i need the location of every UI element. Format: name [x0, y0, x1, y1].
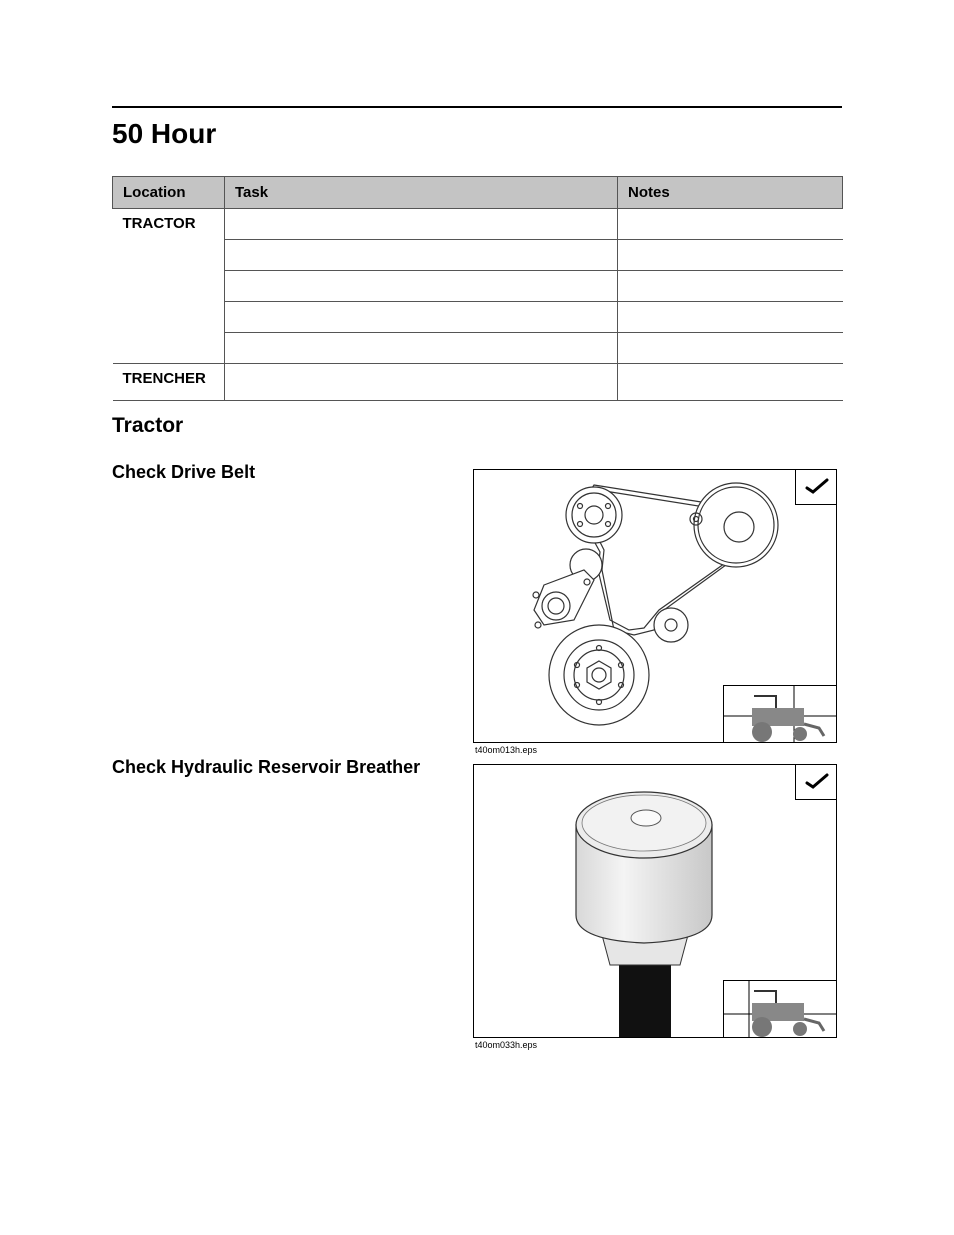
- task-cell: [225, 364, 618, 401]
- header-task: Task: [225, 177, 618, 209]
- table-header-row: [113, 177, 843, 209]
- section-title: Tractor: [112, 414, 184, 437]
- hydraulic-breather-figure: [473, 764, 837, 1038]
- task-cell: [225, 271, 618, 302]
- table-row: [113, 209, 843, 240]
- location-cell-trencher: TRENCHER: [113, 364, 225, 401]
- notes-cell: [618, 333, 843, 364]
- task-cell: [225, 240, 618, 271]
- maintenance-table: [112, 176, 843, 401]
- notes-cell: [618, 271, 843, 302]
- page-title: 50 Hour: [112, 118, 217, 149]
- checkmark-icon: [795, 765, 836, 800]
- figure-caption: t40om033h.eps: [475, 1040, 538, 1050]
- header-location: Location: [113, 177, 225, 209]
- figure-caption: t40om013h.eps: [475, 745, 538, 755]
- procedure-title-drive-belt: Check Drive Belt: [112, 462, 256, 482]
- notes-cell: [618, 364, 843, 401]
- procedure-title-hydraulic-breather: Check Hydraulic Reservoir Breather: [112, 757, 421, 777]
- header-rule: [112, 106, 842, 108]
- task-cell: [225, 333, 618, 364]
- header-notes: Notes: [618, 177, 843, 209]
- checkmark-icon: [795, 470, 836, 505]
- notes-cell: [618, 240, 843, 271]
- location-cell-tractor: TRACTOR: [113, 209, 225, 364]
- task-cell: [225, 302, 618, 333]
- notes-cell: [618, 209, 843, 240]
- drive-belt-figure: [473, 469, 837, 743]
- tractor-locator-icon: [723, 685, 836, 742]
- tractor-locator-icon: [723, 980, 836, 1037]
- notes-cell: [618, 302, 843, 333]
- table-row: [113, 364, 843, 401]
- task-cell: [225, 209, 618, 240]
